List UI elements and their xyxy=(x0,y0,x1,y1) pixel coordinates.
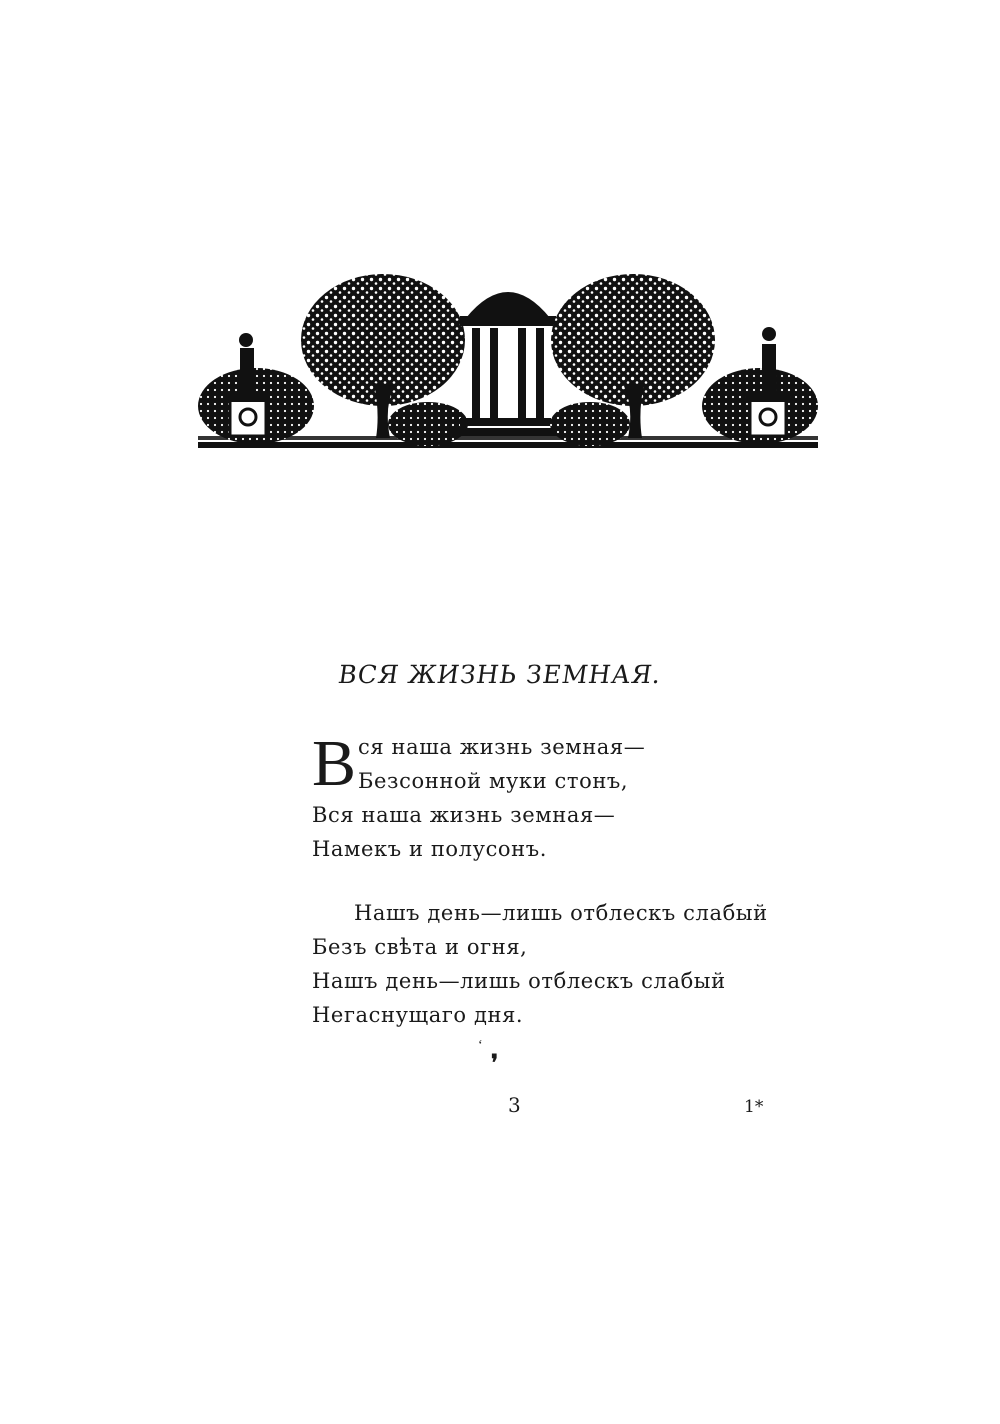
stray-mark: ‘ xyxy=(478,1038,483,1053)
poem-title: ВСЯ ЖИЗНЬ ЗЕМНАЯ. xyxy=(336,660,664,689)
garden-rotunda-illustration xyxy=(198,268,818,458)
poem-line: Вся наша жизнь земная— xyxy=(312,803,616,827)
stanza-1 xyxy=(312,727,646,866)
poem-line: Безъ свѣта и огня, xyxy=(312,935,528,959)
poem-line: Негаснущаго дня. xyxy=(312,1003,524,1027)
ornament-mark: ❜ xyxy=(491,1050,499,1075)
poem-line: Нашъ день—лишь отблескъ слабый xyxy=(312,969,726,993)
stanza-2 xyxy=(312,896,768,1032)
signature-mark: 1* xyxy=(744,1097,764,1117)
page-number: 3 xyxy=(508,1093,521,1117)
poem-line: Нашъ день—лишь отблескъ слабый xyxy=(354,901,768,925)
poem-line: ся наша жизнь земная— xyxy=(358,735,646,759)
poem-line: Намекъ и полусонъ. xyxy=(312,837,548,861)
dropcap-letter: В xyxy=(312,727,357,800)
poem-line: Безсонной муки стонъ, xyxy=(358,769,629,793)
